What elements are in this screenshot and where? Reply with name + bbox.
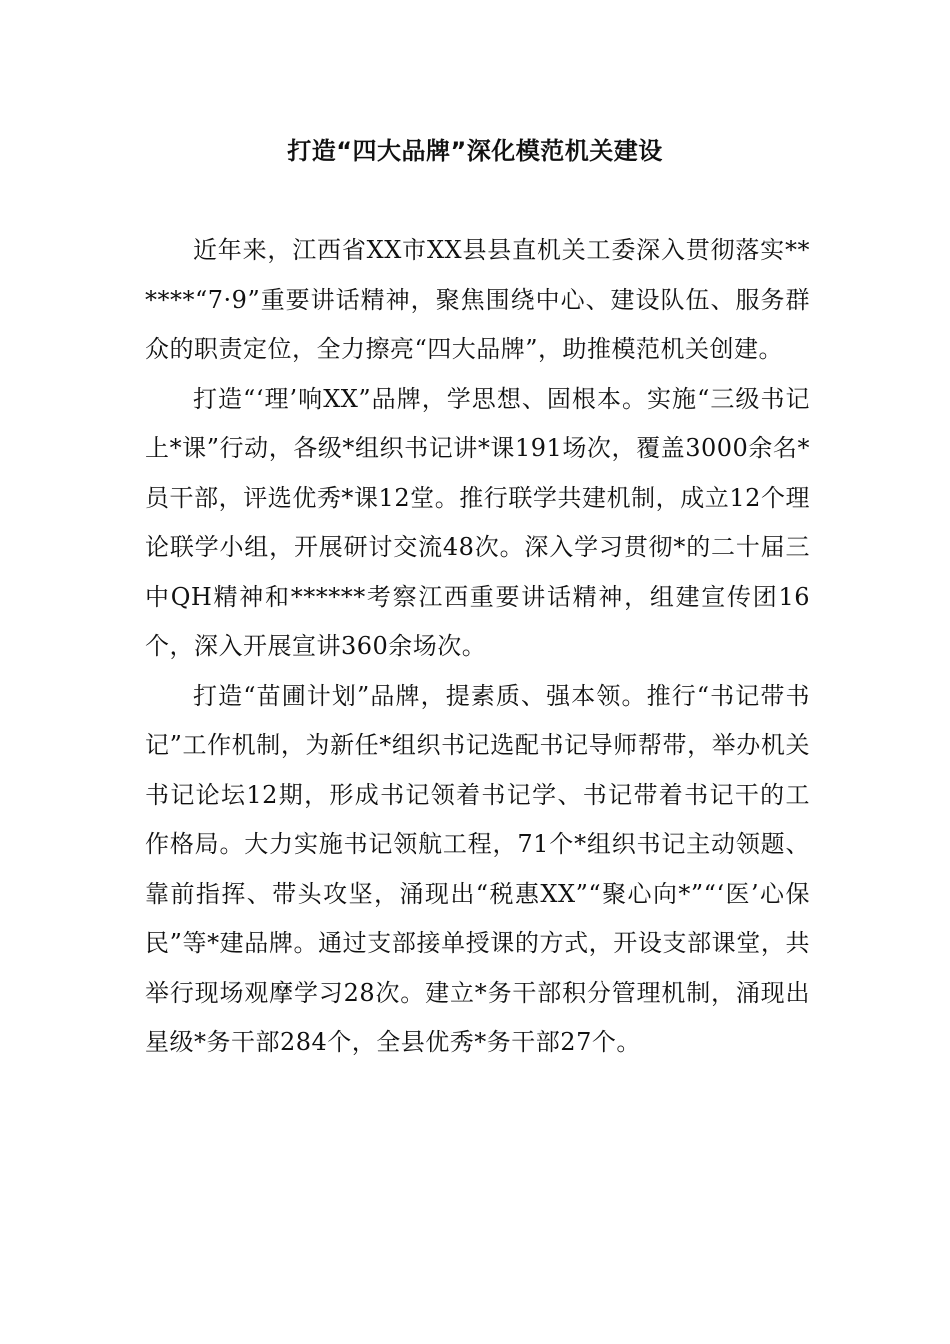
document-title: 打造“四大品牌”深化模范机关建设: [287, 137, 663, 165]
document-body: [145, 226, 810, 1068]
paragraph-nursery-brand: 打造“苗圃计划”品牌，提素质、强本领。推行“书记带书记”工作机制，为新任*组织书记选配书记导师帮带，举办机关书记论坛12期，形成书记领着书记学、书记带着书记干的工作格局。大力实施书记领航工程，71个*组织书记主动领题、靠前指挥、带头攻坚，涌现出“税惠XX”“聚心向*”“‘医’心保民”等*建品牌。通过支部接单授课的方式，开设支部课堂，共举行现场观摩学习28次。建立*务干部积分管理机制，涌现出星级*务干部284个，全县优秀*务干部27个。: [145, 681, 810, 1056]
paragraph-theory-brand: 打造“‘理’响XX”品牌，学思想、固根本。实施“三级书记上*课”行动，各级*组织书记讲*课191场次，覆盖3000余名*员干部，评选优秀*课12堂。推行联学共建机制，成立12个理论联学小组，开展研讨交流48次。深入学习贯彻*的二十届三中QH精神和******考察江西重要讲话精神，组建宣传团16个，深入开展宣讲360余场次。: [145, 384, 810, 660]
paragraph-intro: 近年来，江西省XX市XX县县直机关工委深入贯彻落实******“7·9”重要讲话精神，聚焦围绕中心、建设队伍、服务群众的职责定位，全力擦亮“四大品牌”，助推模范机关创建。: [145, 236, 810, 363]
